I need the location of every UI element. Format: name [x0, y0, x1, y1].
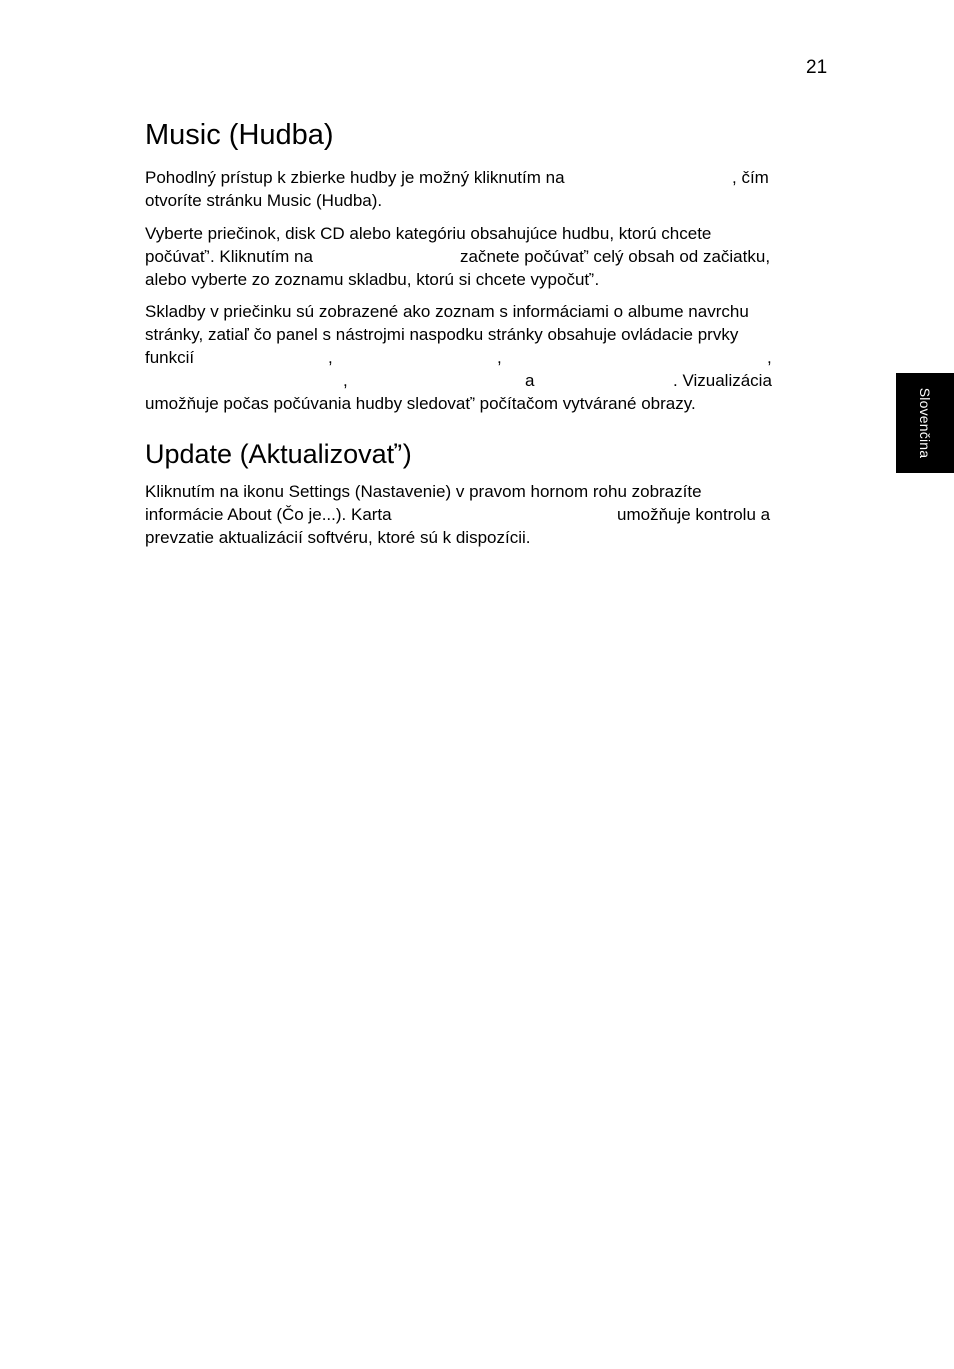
section-title-update: Update (Aktualizovať’)	[145, 439, 412, 469]
text-line: Vyberte priečinok, disk CD alebo kategóriu obsahujúce hudbu, ktorú chcete	[145, 224, 712, 243]
text-line: otvoríte stránku Music (Hudba).	[145, 191, 383, 210]
text-line: informácie About (Čo je...). Karta	[145, 505, 392, 524]
text-line: počúvať’. Kliknutím na	[145, 247, 313, 266]
text-line: alebo vyberte zo zoznamu skladbu, ktorú si chcete vypočuť’.	[145, 270, 600, 289]
text-line: Pohodlný prístup k zbierke hudby je možný kliknutím na	[145, 168, 565, 187]
text-line: ,	[767, 348, 772, 367]
text-line: ,	[328, 348, 333, 367]
text-line: , čím	[732, 168, 769, 187]
text-line: ,	[497, 348, 502, 367]
text-line: stránky, zatiaľ čo panel s nástrojmi naspodku stránky obsahuje ovládacie prvky	[145, 325, 739, 344]
section-title-music: Music (Hudba)	[145, 119, 334, 151]
text-line: funkcií	[145, 348, 195, 367]
text-line: umožňuje počas počúvania hudby sledovať’ počítačom vytvárané obrazy.	[145, 394, 696, 413]
page-number: 21	[806, 57, 828, 78]
language-side-tab-label: Slovenčina	[917, 387, 933, 459]
text-line: umožňuje kontrolu a	[617, 505, 771, 524]
text-line: . Vizualizácia	[673, 371, 772, 390]
text-line: Skladby v priečinku sú zobrazené ako zoznam s informáciami o albume navrchu	[145, 302, 749, 321]
text-line: začnete počúvať’ celý obsah od začiatku,	[460, 247, 771, 266]
text-line: a	[525, 371, 535, 390]
text-line: Kliknutím na ikonu Settings (Nastavenie) v pravom hornom rohu zobrazíte	[145, 482, 702, 501]
language-side-tab	[896, 373, 954, 473]
text-line: ,	[343, 371, 348, 390]
text-line: prevzatie aktualizácií softvéru, ktoré sú k dispozícii.	[145, 528, 531, 547]
